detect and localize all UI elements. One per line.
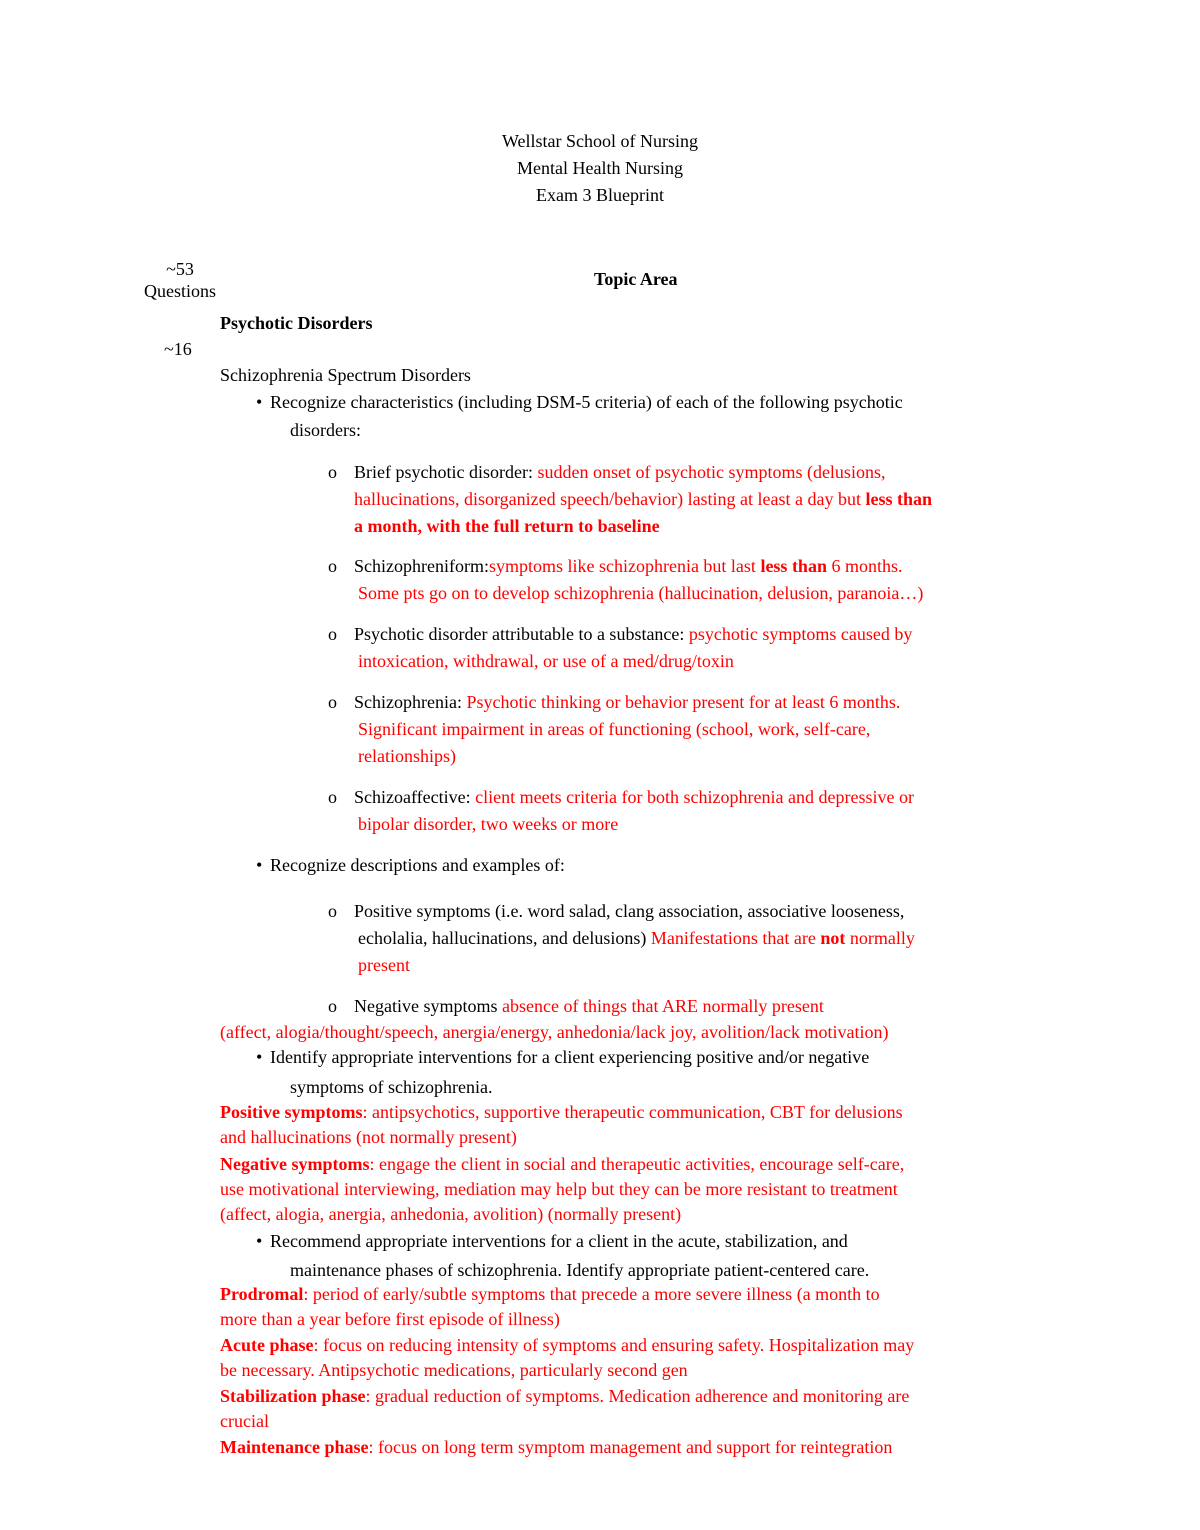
- disorder-note: psychotic symptoms caused by: [688, 624, 913, 644]
- negative-symptoms-text: Negative symptoms: [354, 996, 498, 1016]
- positive-symptoms-note: normally: [849, 928, 915, 948]
- bullet-phases: [256, 1228, 848, 1255]
- maintenance-phase: [220, 1435, 1060, 1460]
- disorder-note: Significant impairment in areas of functioning (school, work, self-care,: [358, 719, 871, 739]
- positive-symptoms-text: echolalia, hallucinations, and delusions): [358, 928, 647, 948]
- disorder-name: Schizophrenia:: [354, 692, 462, 712]
- bullet-text: Recognize characteristics (including DSM-5 criteria) of each of the following psychotic: [270, 392, 903, 412]
- positive-interventions-text: and hallucinations (not normally present): [220, 1127, 517, 1147]
- sub-bullet-marker: o: [328, 996, 337, 1016]
- disorder-brief-psychotic: [328, 459, 1068, 540]
- section-subheading: Schizophrenia Spectrum Disorders: [220, 365, 471, 385]
- topic-area-header: Topic Area: [594, 269, 678, 289]
- negative-interventions-text: (affect, alogia, anergia, anhedonia, avolition) (normally present): [220, 1204, 682, 1224]
- disorder-schizophrenia: [328, 689, 1068, 770]
- section-question-count: ~16: [164, 339, 192, 359]
- disorder-note: bipolar disorder, two weeks or more: [358, 814, 619, 834]
- negative-interventions: [220, 1152, 1060, 1227]
- prodromal-text: : period of early/subtle symptoms that precede a more severe illness (a month to: [303, 1284, 880, 1304]
- bullet-text: Identify appropriate interventions for a client experiencing positive and/or negative: [270, 1047, 870, 1067]
- stabilization-text: crucial: [220, 1411, 269, 1431]
- sub-bullet-marker: o: [328, 692, 337, 712]
- positive-symptoms-item: [328, 898, 1068, 979]
- disorder-note-emphasis: less than: [865, 489, 933, 509]
- disorder-note: Some pts go on to develop schizophrenia (hallucination, delusion, paranoia…): [358, 583, 924, 603]
- disorder-note: client meets criteria for both schizophrenia and depressive or: [475, 787, 914, 807]
- positive-interventions-text: : antipsychotics, supportive therapeutic communication, CBT for delusions: [362, 1102, 903, 1122]
- disorder-name: Schizophreniform:: [354, 556, 489, 576]
- sub-bullet-marker: o: [328, 556, 337, 576]
- disorder-schizophreniform: [328, 553, 1068, 607]
- disorder-name: Psychotic disorder attributable to a substance:: [354, 624, 685, 644]
- bullet-text: Recognize descriptions and examples of:: [270, 855, 565, 875]
- negative-symptoms-examples: (affect, alogia/thought/speech, anergia/energy, anhedonia/lack joy, avolition/lack motivation): [220, 1022, 889, 1042]
- bullet-text-cont: maintenance phases of schizophrenia. Identify appropriate patient-centered care.: [290, 1260, 870, 1280]
- negative-symptoms-item: [328, 993, 1068, 1020]
- negative-interventions-text: : engage the client in social and therapeutic activities, encourage self-care,: [369, 1154, 905, 1174]
- bullet-marker: •: [256, 1047, 263, 1067]
- disorder-substance-induced: [328, 621, 1068, 675]
- bullet-text-cont: disorders:: [290, 420, 361, 440]
- questions-label: Questions: [144, 281, 216, 301]
- acute-label: Acute phase: [220, 1335, 314, 1355]
- bullet-marker: •: [256, 855, 263, 875]
- questions-header: [140, 258, 220, 302]
- disorder-name: Brief psychotic disorder:: [354, 462, 533, 482]
- disorder-note: Psychotic thinking or behavior present for at least 6 months.: [466, 692, 901, 712]
- negative-symptoms-note: absence of things that ARE normally present: [501, 996, 824, 1016]
- disorder-note: sudden onset of psychotic symptoms (delusions,: [537, 462, 886, 482]
- positive-symptoms-emphasis: not: [820, 928, 846, 948]
- positive-interventions: [220, 1100, 1060, 1150]
- disorder-name: Schizoaffective:: [354, 787, 471, 807]
- bullet-descriptions: [256, 852, 565, 879]
- stabilization-phase: [220, 1384, 1060, 1434]
- acute-text: : focus on reducing intensity of symptoms and ensuring safety. Hospitalization may: [313, 1335, 915, 1355]
- maintenance-text: : focus on long term symptom management and support for reintegration: [368, 1437, 893, 1457]
- section-title: Psychotic Disorders: [220, 313, 373, 333]
- exam-title: Exam 3 Blueprint: [536, 185, 664, 205]
- acute-text: be necessary. Antipsychotic medications, particularly second gen: [220, 1360, 688, 1380]
- bullet-text: Recommend appropriate interventions for a client in the acute, stabilization, and: [270, 1231, 848, 1251]
- course-name: Mental Health Nursing: [517, 158, 683, 178]
- stabilization-text: : gradual reduction of symptoms. Medication adherence and monitoring are: [365, 1386, 910, 1406]
- disorder-schizoaffective: [328, 784, 1068, 838]
- bullet-marker: •: [256, 1231, 263, 1251]
- bullet-interventions: [256, 1044, 869, 1071]
- disorder-note: hallucinations, disorganized speech/behavior) lasting at least a day but: [354, 489, 862, 509]
- maintenance-label: Maintenance phase: [220, 1437, 369, 1457]
- acute-phase: [220, 1333, 1060, 1383]
- sub-bullet-marker: o: [328, 787, 337, 807]
- disorder-note-emphasis: a month, with the full return to baseline: [354, 516, 660, 536]
- disorder-note-emphasis: less than: [760, 556, 827, 576]
- positive-symptoms-note: Manifestations that are: [650, 928, 816, 948]
- positive-symptoms-text: Positive symptoms (i.e. word salad, clang association, associative looseness,: [354, 901, 905, 921]
- questions-total: ~53: [166, 259, 194, 279]
- negative-interventions-label: Negative symptoms: [220, 1154, 370, 1174]
- prodromal-text: more than a year before first episode of illness): [220, 1309, 560, 1329]
- prodromal-label: Prodromal: [220, 1284, 304, 1304]
- sub-bullet-marker: o: [328, 462, 337, 482]
- bullet-characteristics: [256, 389, 903, 416]
- stabilization-label: Stabilization phase: [220, 1386, 366, 1406]
- bullet-text-cont: symptoms of schizophrenia.: [290, 1077, 493, 1097]
- bullet-marker: •: [256, 392, 263, 412]
- disorder-note: relationships): [358, 746, 456, 766]
- positive-symptoms-note: present: [358, 955, 410, 975]
- disorder-note: intoxication, withdrawal, or use of a med/drug/toxin: [358, 651, 734, 671]
- disorder-note: 6 months.: [831, 556, 903, 576]
- document-header: [0, 128, 1200, 209]
- prodromal-phase: [220, 1282, 1060, 1332]
- disorder-note: symptoms like schizophrenia but last: [488, 556, 756, 576]
- sub-bullet-marker: o: [328, 624, 337, 644]
- school-name: Wellstar School of Nursing: [501, 131, 699, 151]
- negative-interventions-text: use motivational interviewing, mediation may help but they can be more resistant to treatment: [220, 1179, 898, 1199]
- positive-interventions-label: Positive symptoms: [220, 1102, 363, 1122]
- sub-bullet-marker: o: [328, 901, 337, 921]
